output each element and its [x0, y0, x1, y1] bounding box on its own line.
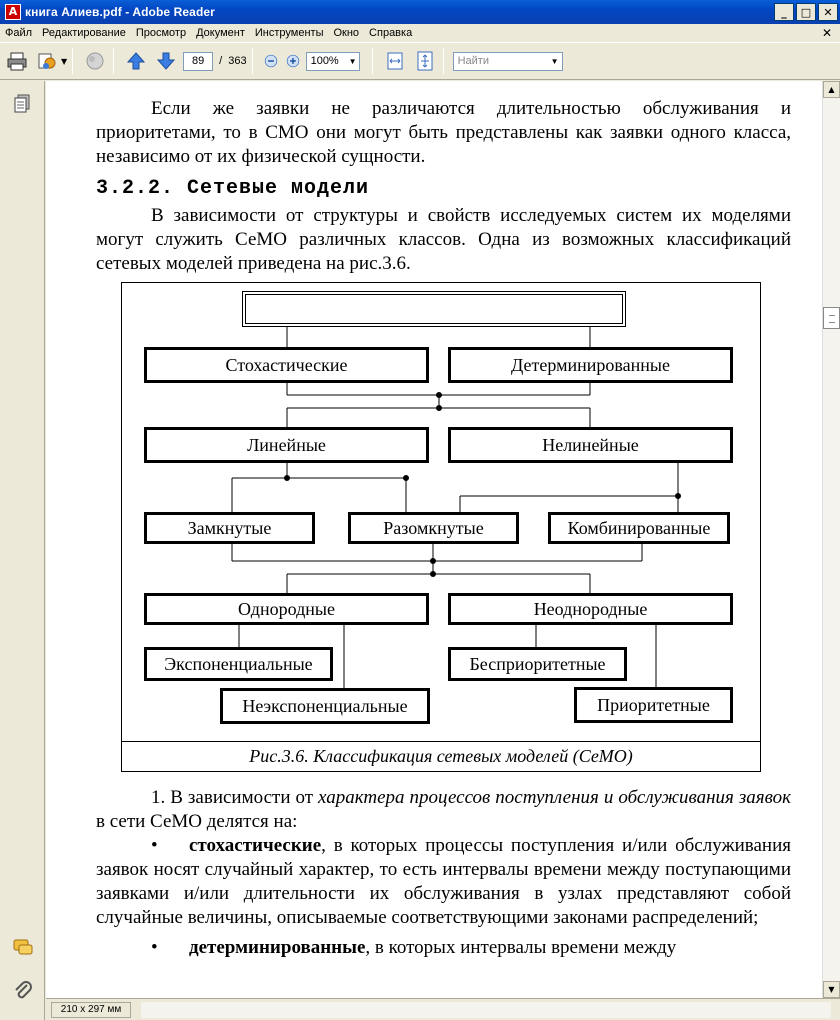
- nonexponential-box: Неэкспоненциальные: [220, 688, 430, 724]
- menu-tools[interactable]: Инструменты: [254, 27, 324, 39]
- bullet-icon: •: [151, 835, 158, 856]
- fit-width-icon: [384, 50, 406, 72]
- list-text: В зависимости от: [165, 787, 319, 808]
- exponential-box: Экспоненциальные: [144, 647, 333, 681]
- vertical-scrollbar[interactable]: [822, 81, 840, 998]
- zoom-select[interactable]: [306, 52, 360, 71]
- page-size-label: 210 x 297 мм: [51, 1002, 131, 1018]
- share-button[interactable]: [82, 48, 108, 74]
- nonlinear-box: Нелинейные: [448, 427, 733, 463]
- scroll-up-button[interactable]: ▲: [823, 81, 840, 98]
- zoom-value: 100%: [310, 54, 339, 67]
- combined-box: Комбинированные: [548, 512, 730, 544]
- menu-file[interactable]: Файл: [5, 27, 33, 39]
- print-button[interactable]: [4, 48, 30, 74]
- list-item: [96, 786, 791, 834]
- pages-icon[interactable]: [12, 93, 34, 115]
- scroll-thumb[interactable]: [823, 307, 840, 329]
- deterministic-box: Детерминированные: [448, 347, 733, 383]
- chevron-down-icon: ▼: [550, 56, 559, 66]
- nonpriority-box: Бесприоритетные: [448, 647, 627, 681]
- document-view[interactable]: [46, 81, 822, 998]
- bullet-item: [96, 834, 791, 930]
- list-italic-text: характера процессов поступления и обслуживания заявок: [318, 787, 791, 808]
- page-separator: /: [219, 55, 223, 67]
- window-title: книга Алиев.pdf - Adobe Reader: [25, 5, 215, 19]
- menu-window[interactable]: Окно: [333, 27, 360, 39]
- page-total: 363: [228, 55, 247, 67]
- root-box: [242, 291, 626, 327]
- close-document-icon[interactable]: ✕: [821, 26, 832, 40]
- toolbar-separator: [372, 48, 373, 74]
- open-box: Разомкнутые: [348, 512, 519, 544]
- minimize-button[interactable]: _: [774, 3, 794, 21]
- bullet-icon: •: [151, 937, 158, 958]
- menu-help[interactable]: Справка: [369, 27, 413, 39]
- arrow-up-icon: [125, 50, 147, 72]
- zoom-in-button[interactable]: [284, 48, 302, 74]
- paragraph: Если же заявки не различаются длительностью обслуживания и приоритетами, то в СМО они могут быть представлены как заявки одного класса, независимо от их физической сущности.: [96, 98, 791, 167]
- status-bar: [46, 998, 840, 1020]
- bullet-text: , в которых интервалы времени между: [365, 937, 677, 958]
- find-placeholder: Найти: [457, 54, 489, 67]
- heterogeneous-box: Неоднородные: [448, 593, 733, 625]
- menu-document[interactable]: Документ: [196, 27, 245, 39]
- toolbar: [0, 42, 840, 80]
- chevron-down-icon: ▼: [348, 56, 357, 66]
- next-page-button[interactable]: [153, 48, 179, 74]
- printer-icon: [6, 50, 28, 72]
- menu-edit[interactable]: Редактирование: [42, 27, 126, 39]
- paperclip-icon[interactable]: [12, 979, 34, 1001]
- classification-figure: [121, 282, 761, 772]
- linear-box: Линейные: [144, 427, 429, 463]
- page-number-input[interactable]: 89: [183, 52, 213, 71]
- horizontal-scrollbar[interactable]: [141, 1002, 831, 1018]
- toolbar-separator: [113, 48, 114, 74]
- share-icon: [84, 50, 106, 72]
- figure-caption: Рис.3.6. Классификация сетевых моделей (СеМО): [122, 741, 760, 771]
- closed-box: Замкнутые: [144, 512, 315, 544]
- list-text: в сети СеМО делятся на:: [96, 811, 298, 832]
- homogeneous-box: Однородные: [144, 593, 429, 625]
- stochastic-box: Стохастические: [144, 347, 429, 383]
- priority-box: Приоритетные: [574, 687, 733, 723]
- toolbar-separator: [252, 48, 253, 74]
- organizer-button[interactable]: [34, 48, 60, 74]
- title-bar: [0, 0, 840, 24]
- fit-width-button[interactable]: [382, 48, 408, 74]
- navigation-pane: [0, 81, 45, 1020]
- comments-icon[interactable]: [12, 937, 34, 959]
- menu-view[interactable]: Просмотр: [135, 27, 187, 39]
- maximize-button[interactable]: □: [796, 3, 816, 21]
- find-input[interactable]: [453, 52, 563, 71]
- paragraph: В зависимости от структуры и свойств исследуемых систем их моделями могут служить СеМО различных классов. Одна из возможных классификаций сетевых моделей приведена на рис.3.6.: [96, 205, 791, 274]
- bullet-item: [96, 936, 791, 960]
- arrow-down-icon: [155, 50, 177, 72]
- organizer-icon: [36, 50, 58, 72]
- previous-page-button[interactable]: [123, 48, 149, 74]
- menu-bar: [0, 24, 840, 42]
- toolbar-separator: [72, 48, 73, 74]
- zoom-out-button[interactable]: [262, 48, 280, 74]
- zoom-out-icon: [263, 53, 279, 69]
- fit-page-icon: [414, 50, 436, 72]
- close-button[interactable]: ✕: [818, 3, 838, 21]
- bullet-term: детерминированные: [189, 937, 366, 958]
- bullet-term: стохастические: [189, 835, 322, 856]
- pdf-icon: A: [5, 4, 21, 20]
- bullet-text: , в которых процессы поступления и/или обслуживания заявок носят случайный характер, то есть интервалы времени между поступающими заявками и/или длительности их обслуживания в узлах представляют собой случайные величины, описываемые соответствующими законами распределений;: [96, 835, 791, 928]
- zoom-in-icon: [285, 53, 301, 69]
- toolbar-separator: [443, 48, 444, 74]
- organizer-dropdown-icon[interactable]: ▼: [61, 56, 68, 66]
- scroll-down-button[interactable]: ▼: [823, 981, 840, 998]
- fit-page-button[interactable]: [412, 48, 438, 74]
- list-number: 1.: [151, 787, 166, 808]
- section-heading: 3.2.2. Сетевые модели: [96, 177, 370, 200]
- pdf-page: [96, 81, 791, 960]
